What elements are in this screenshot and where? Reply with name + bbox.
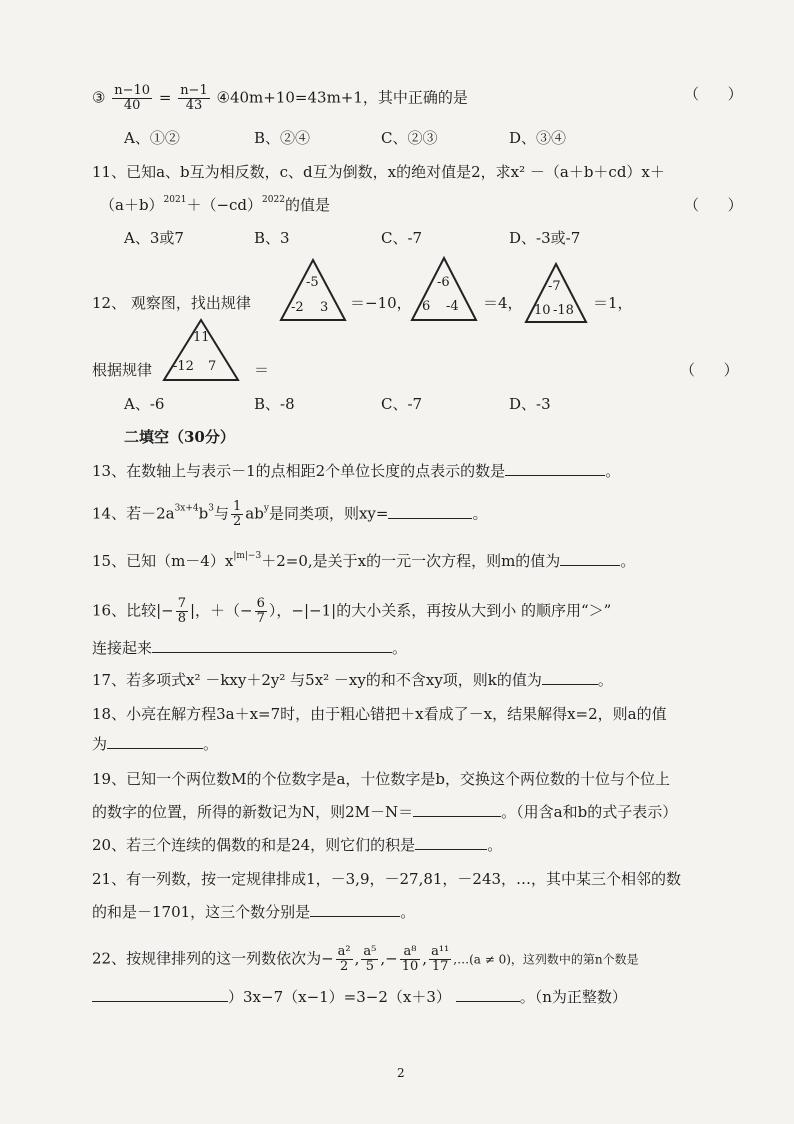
option-b: B、-8 xyxy=(254,395,295,413)
answer-blank xyxy=(152,638,392,653)
answer-blank xyxy=(92,987,228,1002)
result-3: ＝1， xyxy=(593,294,633,312)
answer-paren: （ ） xyxy=(680,361,739,379)
answer-blank xyxy=(560,551,620,566)
q16-line1: 16、比较|− $\frac{7}{8}$ |，＋（− $\frac{6}{7}$ ），−|−1|的大小关系，再按从大到小 的顺序用“＞” xyxy=(92,596,612,626)
answer-blank xyxy=(388,504,472,519)
option-a: A、3或7 xyxy=(124,229,184,247)
triangle-figure-1: -5 -2 3 xyxy=(279,258,347,322)
triangle-figure-4: 11 -12 7 xyxy=(162,318,240,382)
answer-blank xyxy=(542,670,598,685)
q11-line2: $(a+b)^{2021}+(-cd)^{2022}$的值是 xyxy=(100,195,330,214)
triangle-shape xyxy=(279,258,347,322)
fraction-half: $\frac{1}{2}$ xyxy=(233,499,242,529)
q11-line1: 11、已知a、b互为相反数，c、d互为倒数，x的绝对值是2，求x² －（a＋b＋cd）x＋ xyxy=(92,163,665,181)
triangle-figure-3: -7 10 -18 xyxy=(524,262,588,324)
term-3: $\frac{\text{a⁸}}{10}$ xyxy=(401,944,419,974)
result-1: ＝−10， xyxy=(350,294,412,312)
fraction-6-7: $\frac{6}{7}$ xyxy=(256,596,265,626)
option-b: B、②④ xyxy=(254,129,311,147)
answer-blank xyxy=(413,802,501,817)
answer-blank xyxy=(456,987,520,1002)
q21-line2: 的和是－1701，这三个数分别是 。 xyxy=(92,903,416,921)
option-d: D、-3 xyxy=(509,395,551,413)
fraction-1: $\frac{n-10}{40}$ xyxy=(114,83,151,113)
q13: 13、在数轴上与表示－1的点相距2个单位长度的点表示的数是 。 xyxy=(92,462,621,480)
term-4: $\frac{\text{a¹¹}}{17}$ xyxy=(431,944,450,974)
q22-line1: 22、按规律排列的这一列数依次为− $\frac{\text{a²}}{2}$ , $\frac{\text{a⁵}}{5}$ ,− $\frac{\text{a⁸}}{10}$ , $\frac{\text{a¹¹}}{17}$ ,…(a ≠ 0)，这列数中的第n个数是 xyxy=(92,944,639,974)
option-b: B、3 xyxy=(254,229,290,247)
result-2: ＝4， xyxy=(483,294,523,312)
q10-text: ④40m+10=43m+1，其中正确的是 xyxy=(216,88,468,107)
term-2: $\frac{\text{a⁵}}{5}$ xyxy=(363,944,377,974)
answer-paren: （ ） xyxy=(684,85,743,103)
circled-3: ③ xyxy=(92,88,106,107)
option-d: D、-3或-7 xyxy=(509,229,581,247)
option-c: C、-7 xyxy=(381,229,423,247)
section-heading: 二填空（30分） xyxy=(124,428,235,446)
answer-blank xyxy=(310,902,400,917)
q18-line1: 18、小亮在解方程3a＋x=7时，由于粗心错把＋x看成了－x，结果解得x=2，则a的值 xyxy=(92,705,667,723)
option-a: A、①② xyxy=(124,129,180,147)
option-a: A、-6 xyxy=(124,395,165,413)
fraction-7-8: $\frac{7}{8}$ xyxy=(177,596,186,626)
q16-line2: 连接起来 。 xyxy=(92,639,408,657)
option-d: D、③④ xyxy=(509,129,567,147)
q20: 20、若三个连续的偶数的和是24，则它们的积是 。 xyxy=(92,836,503,854)
page-number: 2 xyxy=(397,1066,405,1080)
q12-line2: 根据规律 xyxy=(92,361,153,379)
q19-line1: 19、已知一个两位数M的个位数字是a，十位数字是b，交换这个两位数的十位与个位上 xyxy=(92,770,670,788)
triangle-figure-2: -6 6 -4 xyxy=(410,256,478,322)
q18-line2: 为 。 xyxy=(92,735,219,753)
q19-line2: 的数字的位置，所得的新数记为N，则2M－N＝ 。（用含a和b的式子表示） xyxy=(92,803,678,821)
fraction-2: $\frac{n-1}{43}$ xyxy=(180,83,208,113)
answer-paren: （ ） xyxy=(684,196,743,214)
answer-blank xyxy=(505,461,605,476)
answer-blank xyxy=(415,835,487,850)
term-1: $\frac{\text{a²}}{2}$ xyxy=(337,944,351,974)
q14: 14、若$-2a^{3x+4}b^3$与 $\frac{1}{2}$ $ab^y$是同类项，则xy= 。 xyxy=(92,499,488,529)
q22-line2: ）3x−7（x−1）=3−2（x＋3） 。（n为正整数） xyxy=(92,987,627,1007)
q17: 17、若多项式x² －kxy＋2y² 与5x² －xy的和不含xy项，则k的值为 。 xyxy=(92,671,613,689)
answer-blank xyxy=(107,734,203,749)
option-c: C、②③ xyxy=(381,129,438,147)
q15: 15、已知$(m-4)x^{|m|-3}+2=0$,是关于x的一元一次方程，则m的值为 。 xyxy=(92,551,636,570)
q21-line1: 21、有一列数，按一定规律排成1，－3,9，－27,81，－243，…，其中某三个相邻的数 xyxy=(92,870,682,888)
q12-label: 12、 观察图，找出规律 xyxy=(92,294,251,312)
q10-line: ③ $\frac{n-10}{40}$ = $\frac{n-1}{43}$ ④40m+10=43m+1，其中正确的是 xyxy=(92,83,468,113)
result-4: ＝ xyxy=(254,361,270,379)
option-c: C、-7 xyxy=(381,395,423,413)
